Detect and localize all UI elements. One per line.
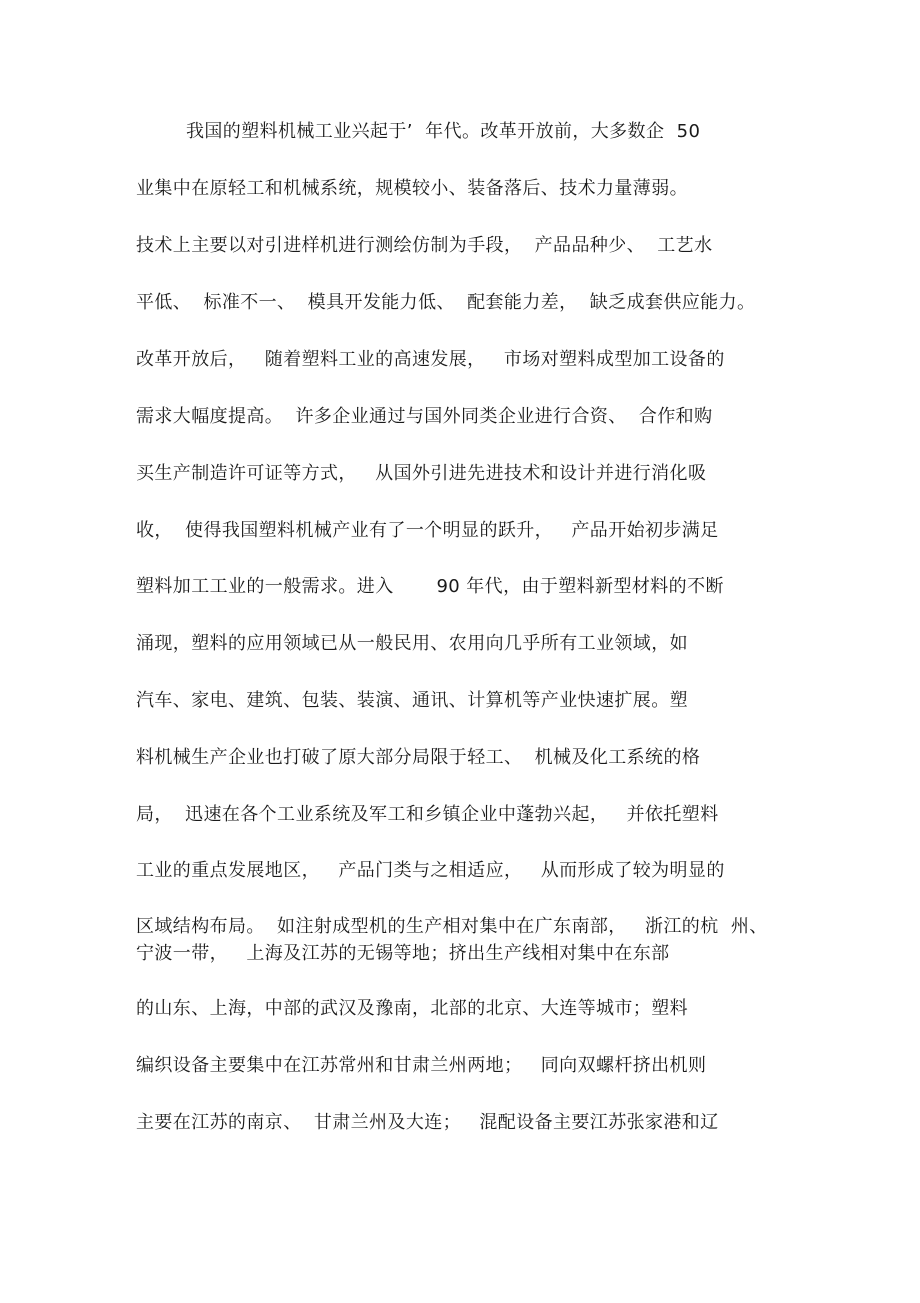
paragraph-line: 技术上主要以对引进样机进行测绘仿制为手段， 产品品种少、 工艺水 (136, 235, 713, 256)
paragraph-line: 业集中在原轻工和机械系统，规模较小、装备落后、技术力量薄弱。 (136, 178, 688, 199)
paragraph-line: 买生产制造许可证等方式， 从国外引进先进技术和设计并进行消化吸 (136, 463, 707, 484)
paragraph-line: 宁波一带， 上海及江苏的无锡等地；挤出生产线相对集中在东部 (136, 943, 670, 964)
paragraph-line: 编织设备主要集中在江苏常州和甘肃兰州两地； 同向双螺杆挤出机则 (136, 1055, 707, 1076)
paragraph-line: 涌现，塑料的应用领域已从一般民用、农用向几乎所有工业领域，如 (136, 633, 688, 654)
paragraph-line: 我国的塑料机械工业兴起于’ 年代。改革开放前，大多数企 50 (186, 121, 701, 142)
paragraph-line: 改革开放后， 随着塑料工业的高速发展， 市场对塑料成型加工设备的 (136, 349, 725, 370)
paragraph-line: 平低、 标准不一、 模具开发能力低、 配套能力差， 缺乏成套供应能力。 (136, 292, 756, 313)
paragraph-line: 需求大幅度提高。 许多企业通过与国外同类企业进行合资、 合作和购 (136, 406, 713, 427)
paragraph-line: 局， 迅速在各个工业系统及军工和乡镇企业中蓬勃兴起， 并依托塑料 (136, 804, 719, 825)
paragraph-line: 汽车、家电、建筑、包装、装演、通讯、计算机等产业快速扩展。塑 (136, 690, 688, 711)
paragraph-line: 塑料加工工业的一般需求。进入 90 年代，由于塑料新型材料的不断 (136, 576, 724, 597)
paragraph-line: 区域结构布局。 如注射成型机的生产相对集中在广东南部， 浙江的杭 州、 (136, 916, 768, 937)
paragraph-line: 的山东、上海，中部的武汉及豫南，北部的北京、大连等城市；塑料 (136, 998, 688, 1019)
paragraph-line: 主要在江苏的南京、 甘肃兰州及大连； 混配设备主要江苏张家港和辽 (136, 1112, 719, 1133)
paragraph-line: 料机械生产企业也打破了原大部分局限于轻工、 机械及化工系统的格 (136, 747, 701, 768)
paragraph-line: 收， 使得我国塑料机械产业有了一个明显的跃升， 产品开始初步满足 (136, 520, 719, 541)
paragraph-line: 工业的重点发展地区， 产品门类与之相适应， 从而形成了较为明显的 (136, 860, 725, 881)
